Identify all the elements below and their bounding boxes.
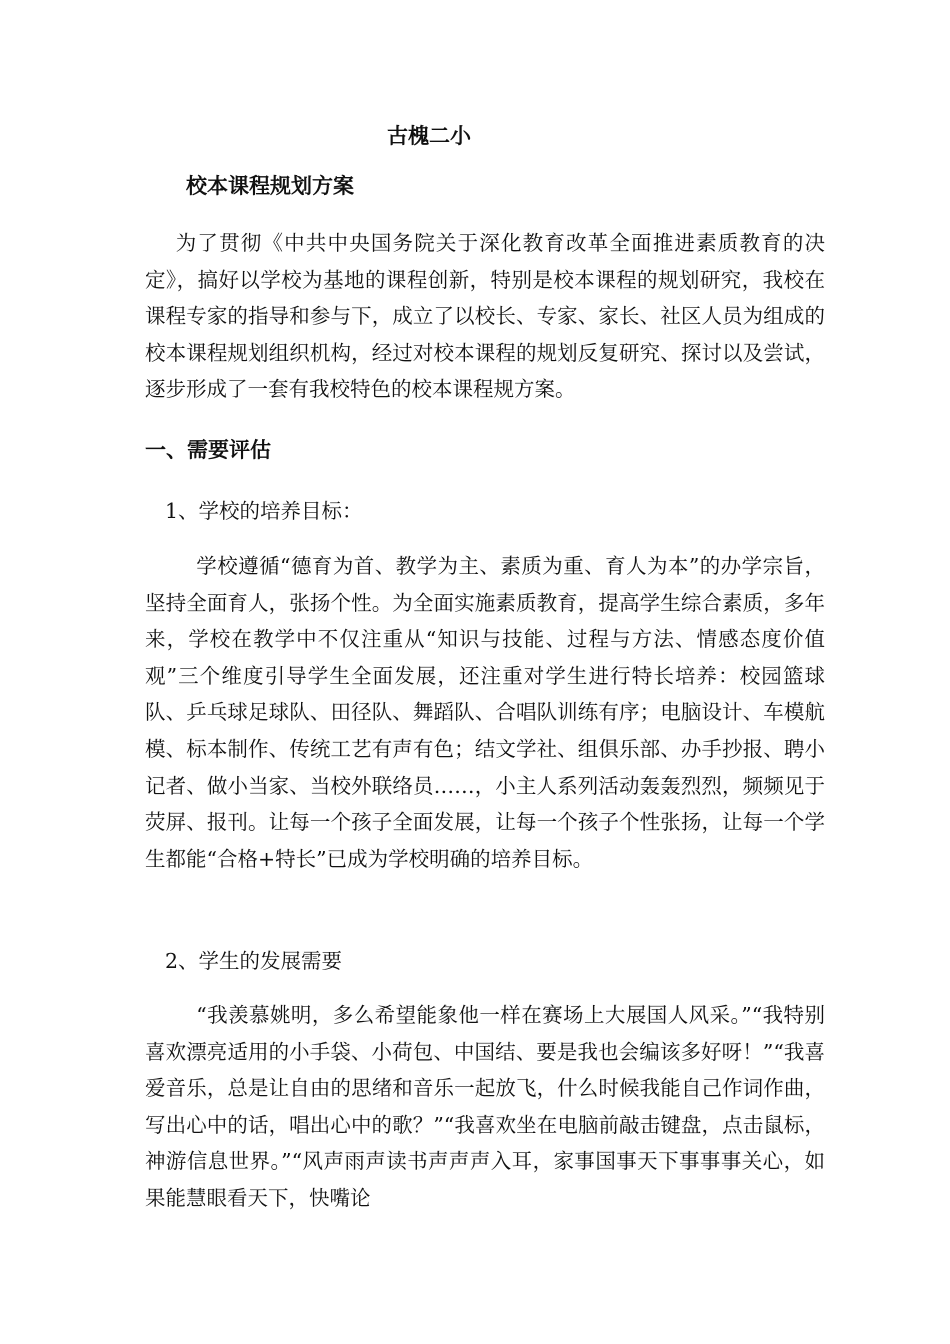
section-heading-needs-assessment: 一、需要评估: [145, 437, 271, 462]
intro-paragraph: 为了贯彻《中共中央国务院关于深化教育改革全面推进素质教育的决定》，搞好以学校为基地的课程创新，特别是校本课程的规划研究，我校在课程专家的指导和参与下，成立了以校长、专家、家长、社区人员为组成的校本课程规划组织机构，经过对校本课程的规划反复研究、探讨以及尝试，逐步形成了一套有我校特色的校本课程规方案。: [145, 231, 825, 402]
school-name-text: 古槐二小: [387, 123, 471, 148]
subsection-heading-student-needs: 2、学生的发展需要: [165, 949, 343, 973]
school-goals-paragraph: 学校遵循“德育为首、教学为主、素质为重、育人为本”的办学宗旨，坚持全面育人，张扬个性。为全面实施素质教育，提高学生综合素质，多年来，学校在教学中不仅注重从“知识与技能、过程与方法、情感态度价值观”三个维度引导学生全面发展，还注重对学生进行特长培养：校园篮球队、乒乓球足球队、田径队、舞蹈队、合唱队训练有序；电脑设计、车模航模、标本制作、传统工艺有声有色；结文学社、组俱乐部、办手抄报、聘小记者、做小当家、当校外联络员……，小主人系列活动轰轰烈烈，频频见于荧屏、报刊。让每一个孩子全面发展，让每一个孩子个性张扬，让每一个学生都能“合格+特长”已成为学校明确的培养目标。: [145, 554, 825, 871]
school-name-heading: [0, 120, 950, 152]
subsection-heading-school-goals: 1、学校的培养目标：: [165, 499, 363, 523]
student-needs-paragraph: “我羡慕姚明，多么希望能象他一样在赛场上大展国人风采。”“我特别喜欢漂亮适用的小手袋、小荷包、中国结、要是我也会编该多好呀！”“我喜爱音乐，总是让自由的思绪和音乐一起放飞，什么时候我能自己作词作曲，写出心中的话，唱出心中的歌？”“我喜欢坐在电脑前敲击键盘，点击鼠标，神游信息世界。”“风声雨声读书声声声入耳，家事国事天下事事事关心，如果能慧眼看天下，快嘴论: [145, 1003, 825, 1210]
document-title: 校本课程规划方案: [186, 173, 354, 198]
